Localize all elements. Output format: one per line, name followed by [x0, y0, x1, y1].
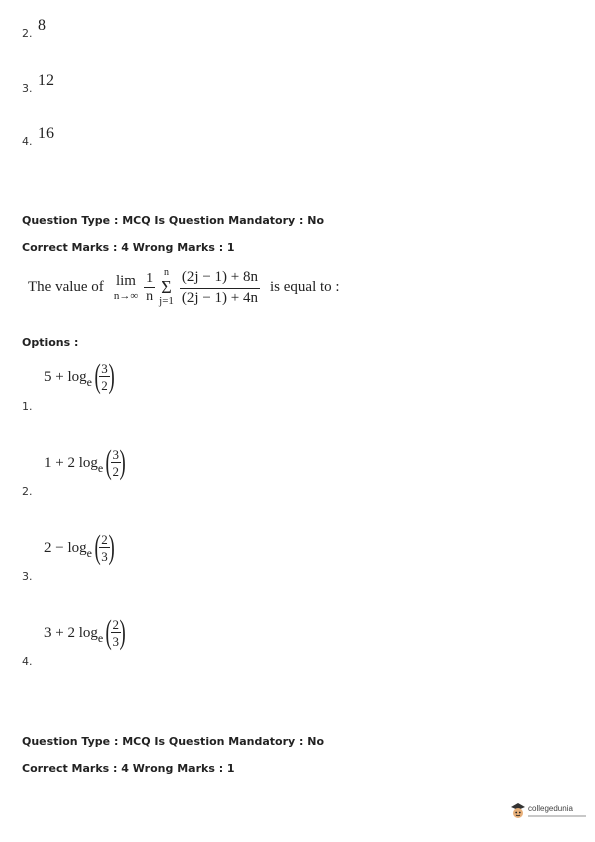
left-paren: ( [94, 529, 101, 566]
limit [114, 274, 138, 302]
option-number: 2. [22, 27, 33, 40]
option-lead: 2 − log [44, 539, 87, 556]
option-3-formula [44, 531, 117, 565]
option-fraction-bottom: 2 [101, 378, 108, 393]
option-value: 16 [38, 125, 54, 142]
option-fraction-top: 2 [112, 617, 120, 632]
sum-lower: j=1 [159, 295, 174, 307]
fraction-denominator: n [146, 288, 154, 304]
option-fraction-top: 2 [101, 532, 108, 547]
mascot-icon [510, 802, 526, 820]
question-text [28, 268, 340, 307]
option-log-base: e [97, 630, 104, 645]
right-paren: ) [119, 444, 126, 481]
right-paren: ) [108, 529, 115, 566]
option-log-base: e [97, 460, 104, 475]
question-type-line: Question Type : MCQ Is Question Mandatory : No [22, 214, 325, 227]
left-paren: ( [105, 444, 112, 481]
option-lead: 5 + log [44, 368, 87, 385]
marks-line: Correct Marks : 4 Wrong Marks : 1 [22, 241, 235, 254]
option-lead: 1 + 2 log [44, 454, 98, 471]
question-type-line: Question Type : MCQ Is Question Mandatory : No [22, 735, 325, 748]
option-log-base: e [86, 545, 92, 560]
question-suffix: is equal to : [270, 279, 340, 295]
options-label: Options : [22, 336, 79, 349]
expression-numerator: (2j − 1) + 8n [180, 270, 260, 289]
option-fraction-bottom: 3 [112, 634, 120, 649]
option-fraction-top: 3 [101, 361, 108, 376]
summation [159, 268, 174, 307]
option-value: 8 [38, 17, 46, 34]
option-number: 1. [22, 400, 33, 413]
right-paren: ) [108, 358, 115, 395]
fraction-numerator: 1 [146, 270, 154, 286]
limit-subscript: n→∞ [113, 289, 139, 302]
sum-symbol: Σ [161, 277, 172, 297]
option-fraction-top: 3 [112, 447, 120, 462]
option-number: 3. [22, 570, 33, 583]
left-paren: ( [94, 358, 101, 395]
option-number: 4. [22, 135, 33, 148]
option-number: 3. [22, 82, 33, 95]
option-value: 12 [38, 72, 54, 89]
left-paren: ( [105, 614, 112, 651]
option-log-base: e [86, 374, 92, 389]
expression-denominator: (2j − 1) + 4n [181, 289, 258, 306]
collegedunia-logo [510, 802, 586, 820]
option-4-formula [44, 616, 128, 650]
right-paren: ) [119, 614, 126, 651]
limit-word: lim [115, 272, 136, 289]
logo-text: collegedunia [528, 804, 573, 813]
option-number: 2. [22, 485, 33, 498]
marks-line: Correct Marks : 4 Wrong Marks : 1 [22, 762, 235, 775]
logo-tagline-line [528, 815, 586, 817]
option-number: 4. [22, 655, 33, 668]
option-fraction-bottom: 2 [112, 464, 120, 479]
expression-fraction [180, 270, 260, 306]
sum-upper: n [164, 267, 170, 278]
option-1-formula [44, 360, 117, 394]
question-prefix: The value of [28, 279, 104, 295]
option-lead: 3 + 2 log [44, 624, 98, 641]
option-2-formula [44, 446, 128, 480]
option-fraction-bottom: 3 [101, 549, 108, 564]
fraction-one-over-n [144, 272, 155, 304]
